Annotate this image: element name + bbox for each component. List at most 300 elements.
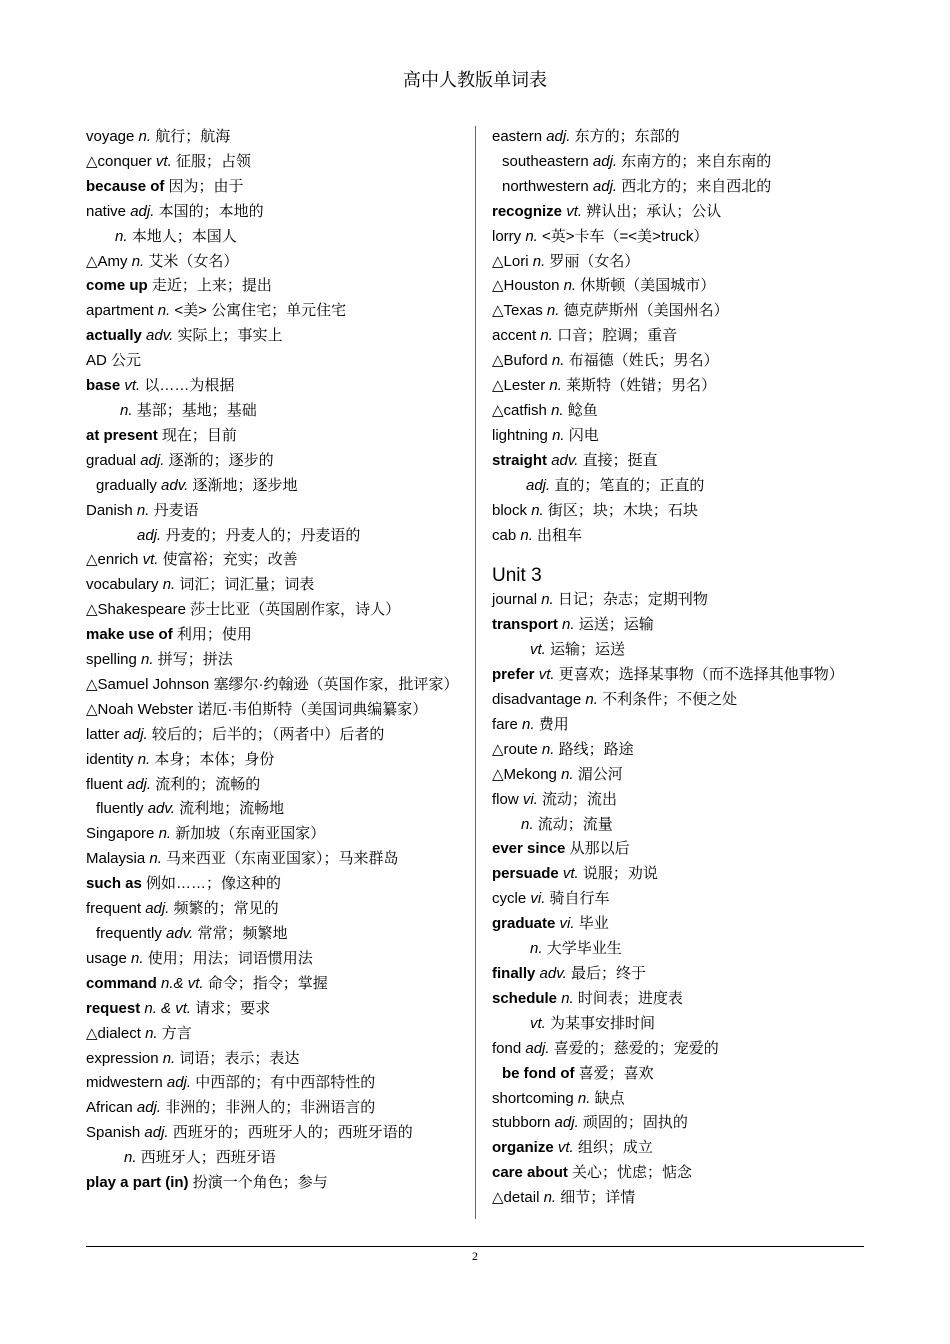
definition: 关心；忧虑；惦念 xyxy=(572,1164,693,1182)
vocab-word: block xyxy=(492,501,528,519)
vocab-word: African xyxy=(86,1099,133,1117)
vocab-word: transport xyxy=(492,616,558,634)
vocab-entry xyxy=(492,225,872,250)
vocab-word: gradual xyxy=(86,451,137,469)
definition: 布福德（姓氏；男名） xyxy=(568,352,719,370)
vocab-entry xyxy=(492,399,872,424)
part-of-speech: adj. xyxy=(526,476,551,494)
vocab-word: Spanish xyxy=(86,1124,141,1142)
vocab-entry xyxy=(86,374,461,399)
vocab-entry xyxy=(492,524,872,549)
part-of-speech: n. xyxy=(551,352,565,370)
vocab-entry xyxy=(86,424,461,449)
part-of-speech: vt. xyxy=(142,551,159,569)
part-of-speech: n. xyxy=(124,1149,137,1167)
vocab-entry xyxy=(86,847,461,872)
vocab-entry xyxy=(86,922,461,947)
definition: <英>卡车（=<美>truck） xyxy=(542,227,709,245)
definition: 组织；成立 xyxy=(577,1139,653,1157)
vocab-entry xyxy=(86,972,461,997)
part-of-speech: n. xyxy=(162,1049,176,1067)
definition: 路线；路途 xyxy=(558,740,634,758)
vocab-entry xyxy=(492,175,872,200)
part-of-speech: adj. xyxy=(525,1039,550,1057)
part-of-speech: adj. xyxy=(592,177,618,195)
part-of-speech: n. xyxy=(549,377,562,395)
vocab-entry xyxy=(492,349,872,374)
vocab-word: prefer xyxy=(492,666,535,684)
definition: 逐渐地；逐步地 xyxy=(192,476,298,494)
vocab-entry xyxy=(492,250,872,275)
vocab-word: organize xyxy=(492,1139,554,1157)
vocab-word: apartment xyxy=(86,302,154,320)
definition: 丹麦的；丹麦人的；丹麦语的 xyxy=(165,526,361,544)
vocab-word: usage xyxy=(86,949,127,967)
definition: 缺点 xyxy=(594,1089,625,1107)
part-of-speech: n. xyxy=(157,302,171,320)
vocab-entry xyxy=(492,937,872,962)
vocab-entry xyxy=(86,324,461,349)
definition: 东方的；东部的 xyxy=(574,128,680,145)
vocab-entry xyxy=(492,324,872,349)
vocab-entry xyxy=(86,449,461,474)
vocab-word: accent xyxy=(492,327,537,345)
part-of-speech: vt. xyxy=(155,152,172,170)
vocab-word: AD xyxy=(86,352,107,370)
part-of-speech: adj. xyxy=(166,1074,192,1092)
vocab-word: voyage xyxy=(86,128,135,145)
part-of-speech: vt. xyxy=(530,641,546,659)
definition: 塞缪尔·约翰逊（英国作家，批评家） xyxy=(213,675,459,693)
definition: 逐渐的；逐步的 xyxy=(168,451,274,469)
part-of-speech: n. xyxy=(585,691,598,709)
vocab-word: journal xyxy=(492,591,538,609)
vocab-word: make use of xyxy=(86,626,173,644)
vocab-word: vocabulary xyxy=(86,576,159,594)
vocab-entry xyxy=(492,200,872,225)
vocab-word: come up xyxy=(86,277,148,295)
vocab-word: command xyxy=(86,974,157,992)
vocab-word: fond xyxy=(492,1039,522,1057)
vocab-entry xyxy=(492,1062,872,1087)
definition: 从那以后 xyxy=(569,840,630,858)
vocab-entry xyxy=(86,822,461,847)
definition: 以……为根据 xyxy=(144,377,235,395)
part-of-speech: vt. xyxy=(562,865,579,883)
vocab-word: eastern xyxy=(492,128,543,145)
definition: 扮演一个角色；参与 xyxy=(192,1174,328,1192)
definition: 费用 xyxy=(538,715,569,733)
definition: 本地人；本国人 xyxy=(131,227,237,245)
vocab-word: frequently xyxy=(96,925,162,942)
part-of-speech: adv. xyxy=(147,800,175,818)
definition: 公元 xyxy=(111,352,142,370)
part-of-speech: n. xyxy=(141,651,154,669)
part-of-speech: n. xyxy=(543,1189,557,1207)
definition: 现在；目前 xyxy=(161,426,237,444)
definition: 德克萨斯州（美国州名） xyxy=(563,302,729,320)
part-of-speech: n. xyxy=(541,591,554,609)
part-of-speech: adj. xyxy=(126,775,152,793)
part-of-speech: adj. xyxy=(137,526,162,544)
vocab-entry xyxy=(492,1111,872,1136)
vocab-entry xyxy=(492,862,872,887)
definition: 运送；运输 xyxy=(578,616,654,634)
part-of-speech: n. xyxy=(540,327,553,345)
part-of-speech: adj. xyxy=(546,128,571,145)
vocab-entry xyxy=(86,673,461,698)
vocab-entry xyxy=(492,887,872,912)
definition: 直接；挺直 xyxy=(582,451,658,469)
vocab-word: △conquer xyxy=(86,152,152,170)
vocab-word: latter xyxy=(86,725,120,743)
vocab-word: care about xyxy=(492,1164,568,1182)
definition: 流动；流量 xyxy=(537,815,613,833)
vocab-entry xyxy=(86,947,461,972)
part-of-speech: adj. xyxy=(145,900,170,918)
vocab-entry xyxy=(492,837,872,862)
part-of-speech: n. xyxy=(136,501,150,519)
definition: 西班牙人；西班牙语 xyxy=(140,1149,276,1167)
vocab-entry xyxy=(492,1012,872,1037)
definition: 顽固的；固执的 xyxy=(582,1114,688,1132)
vocab-entry xyxy=(492,763,872,788)
part-of-speech: n. xyxy=(138,128,152,145)
vocab-entry xyxy=(492,738,872,763)
definition: 常常；频繁地 xyxy=(197,925,288,942)
definition: 利用；使用 xyxy=(176,626,252,644)
vocab-entry xyxy=(86,872,461,897)
definition: 基部；基地；基础 xyxy=(136,401,257,419)
part-of-speech: adj. xyxy=(123,725,148,743)
vocab-word: finally xyxy=(492,965,536,982)
vocab-entry xyxy=(86,349,461,374)
definition: 词语；表示；表达 xyxy=(179,1049,300,1067)
definition: 喜爱的；慈爱的；宠爱的 xyxy=(553,1039,719,1057)
definition: 航行；航海 xyxy=(155,128,231,145)
definition: 丹麦语 xyxy=(153,501,199,519)
vocab-entry xyxy=(86,623,461,648)
part-of-speech: vi. xyxy=(559,915,575,933)
part-of-speech: n. xyxy=(552,426,565,444)
vocab-word: △Houston xyxy=(492,277,560,295)
part-of-speech: vi. xyxy=(522,790,538,808)
definition: 西班牙的；西班牙人的；西班牙语的 xyxy=(172,1124,413,1142)
vocab-entry xyxy=(86,474,461,499)
definition: 马来西亚（东南亚国家）；马来群岛 xyxy=(166,850,399,868)
part-of-speech: n. xyxy=(158,825,172,843)
part-of-speech: n. xyxy=(561,989,574,1007)
part-of-speech: n.& vt. xyxy=(161,974,204,992)
definition: 诺厄·韦伯斯特（美国词典编纂家） xyxy=(197,700,428,718)
definition: 说服；劝说 xyxy=(582,865,658,883)
vocab-entry xyxy=(86,648,461,673)
vocab-word: flow xyxy=(492,790,519,808)
part-of-speech: adv. xyxy=(146,327,174,345)
definition: 湄公河 xyxy=(577,765,623,783)
vocab-word: lightning xyxy=(492,426,548,444)
definition: 命令；指令；掌握 xyxy=(207,974,328,992)
vocab-entry xyxy=(86,225,461,250)
vocab-entry xyxy=(492,962,872,987)
definition: 使用；用法；词语惯用法 xyxy=(147,949,313,967)
part-of-speech: n. xyxy=(162,576,176,594)
part-of-speech: adj. xyxy=(554,1114,579,1132)
vocab-word: △Shakespeare xyxy=(86,601,186,619)
vocab-word: cab xyxy=(492,526,517,544)
part-of-speech: vt. xyxy=(566,202,583,220)
vocab-entry xyxy=(492,374,872,399)
definition: 本国的；本地的 xyxy=(158,202,264,220)
vocab-word: △Samuel Johnson xyxy=(86,675,210,693)
unit2-entries xyxy=(492,125,872,548)
vocab-word: ever since xyxy=(492,840,566,858)
definition: 时间表；进度表 xyxy=(577,989,683,1007)
vocab-word: northwestern xyxy=(502,177,589,195)
vocab-word: actually xyxy=(86,327,142,345)
part-of-speech: adj. xyxy=(136,1099,162,1117)
part-of-speech: n. xyxy=(521,815,534,833)
vocab-entry xyxy=(86,1146,461,1171)
vocab-word: gradually xyxy=(96,476,157,494)
vocab-word: △Texas xyxy=(492,302,543,320)
definition: 骑自行车 xyxy=(549,890,610,908)
part-of-speech: adj. xyxy=(130,202,155,220)
definition: 莎士比亚（英国剧作家，诗人） xyxy=(190,601,401,619)
part-of-speech: n. xyxy=(520,526,533,544)
definition: 运输；运送 xyxy=(550,641,626,659)
definition: 使富裕；充实；改善 xyxy=(162,551,298,569)
vocab-word: Danish xyxy=(86,501,133,519)
vocab-word: request xyxy=(86,999,141,1017)
definition: 西北方的；来自西北的 xyxy=(621,177,772,195)
definition: 罗丽（女名） xyxy=(549,252,640,270)
definition: 新加坡（东南亚国家） xyxy=(175,825,326,843)
vocab-entry xyxy=(86,723,461,748)
part-of-speech: n. xyxy=(525,227,538,245)
part-of-speech: adj. xyxy=(592,152,618,170)
definition: 较后的；后半的；（两者中）后者的 xyxy=(151,725,385,743)
definition: 毕业 xyxy=(578,915,609,933)
vocab-word: △route xyxy=(492,740,538,758)
vocab-entry xyxy=(492,1136,872,1161)
part-of-speech: n. xyxy=(120,401,133,419)
definition: 街区；块；木块；石块 xyxy=(547,501,698,519)
vocab-word: stubborn xyxy=(492,1114,551,1132)
right-column xyxy=(492,125,872,1211)
definition: 鲶鱼 xyxy=(567,401,598,419)
part-of-speech: n. xyxy=(530,940,543,958)
vocab-word: disadvantage xyxy=(492,691,582,709)
definition: <美> 公寓住宅；单元住宅 xyxy=(174,302,347,320)
vocab-word: southeastern xyxy=(502,152,589,170)
vocab-word: graduate xyxy=(492,915,556,933)
vocab-word: △catfish xyxy=(492,401,547,419)
definition: 莱斯特（姓错；男名） xyxy=(566,377,717,395)
vocab-word: lorry xyxy=(492,227,522,245)
definition: 辨认出；承认；公认 xyxy=(586,202,722,220)
vocab-entry xyxy=(86,1047,461,1072)
vocab-entry xyxy=(86,598,461,623)
page-number: 2 xyxy=(472,1249,478,1263)
vocab-entry xyxy=(492,150,872,175)
definition: 请求；要求 xyxy=(195,999,271,1017)
part-of-speech: n. xyxy=(532,252,546,270)
vocab-word: Singapore xyxy=(86,825,155,843)
vocab-word: midwestern xyxy=(86,1074,163,1092)
vocab-word: fare xyxy=(492,715,518,733)
part-of-speech: vt. xyxy=(538,666,555,684)
definition: 直的；笔直的；正直的 xyxy=(554,476,705,494)
part-of-speech: n. xyxy=(563,277,577,295)
vocab-entry xyxy=(86,125,461,150)
definition: 流利的；流畅的 xyxy=(155,775,261,793)
vocab-entry xyxy=(86,773,461,798)
definition: 出租车 xyxy=(537,526,583,544)
definition: 实际上；事实上 xyxy=(177,327,283,345)
vocab-entry xyxy=(86,299,461,324)
vocab-word: expression xyxy=(86,1049,159,1067)
part-of-speech: n. xyxy=(562,616,575,634)
definition: 东南方的；来自东南的 xyxy=(621,152,772,170)
part-of-speech: n. & vt. xyxy=(144,999,192,1017)
vocab-entry xyxy=(492,688,872,713)
vocab-word: spelling xyxy=(86,651,137,669)
vocab-entry xyxy=(492,125,872,150)
vocab-word: such as xyxy=(86,875,142,893)
part-of-speech: n. xyxy=(145,1024,158,1042)
part-of-speech: adv. xyxy=(539,965,567,982)
vocab-entry xyxy=(492,499,872,524)
definition: 本身；本体；身份 xyxy=(154,750,275,768)
vocab-word: △Lester xyxy=(492,377,546,395)
vocab-entry xyxy=(86,698,461,723)
part-of-speech: n. xyxy=(541,740,555,758)
column-divider xyxy=(475,126,476,1219)
part-of-speech: n. xyxy=(551,401,564,419)
part-of-speech: vi. xyxy=(530,890,546,908)
vocab-entry xyxy=(86,200,461,225)
vocab-entry xyxy=(492,474,872,499)
part-of-speech: n. xyxy=(522,715,535,733)
definition: 流动；流出 xyxy=(542,790,618,808)
vocab-entry xyxy=(86,250,461,275)
vocab-entry xyxy=(492,424,872,449)
vocab-word: base xyxy=(86,377,121,395)
vocab-word: △enrich xyxy=(86,551,139,569)
vocab-entry xyxy=(492,613,872,638)
definition: 艾米（女名） xyxy=(148,252,239,270)
vocab-entry xyxy=(492,1161,872,1186)
part-of-speech: n. xyxy=(561,765,574,783)
definition: 频繁的；常见的 xyxy=(173,900,279,918)
vocab-entry xyxy=(492,788,872,813)
vocab-entry xyxy=(492,638,872,663)
vocab-word: Malaysia xyxy=(86,850,146,868)
vocab-word: play a part (in) xyxy=(86,1174,189,1192)
part-of-speech: n. xyxy=(131,949,144,967)
vocab-entry xyxy=(86,524,461,549)
vocab-entry xyxy=(86,797,461,822)
vocab-word: at present xyxy=(86,426,158,444)
definition: 大学毕业生 xyxy=(546,940,622,958)
part-of-speech: vt. xyxy=(124,377,141,395)
definition: 词汇；词汇量；词表 xyxy=(179,576,315,594)
definition: 征服；占领 xyxy=(175,152,251,170)
vocab-word: fluent xyxy=(86,775,123,793)
vocab-entry xyxy=(492,1087,872,1112)
vocab-entry xyxy=(492,987,872,1012)
vocab-entry xyxy=(86,997,461,1022)
vocab-entry xyxy=(492,713,872,738)
part-of-speech: vt. xyxy=(557,1139,574,1157)
part-of-speech: n. xyxy=(149,850,162,868)
definition: 休斯顿（美国城市） xyxy=(580,277,716,295)
definition: 中西部的；有中西部特性的 xyxy=(195,1074,376,1092)
vocab-word: △dialect xyxy=(86,1024,141,1042)
left-column xyxy=(86,125,461,1196)
unit-heading: Unit 3 xyxy=(492,565,542,587)
definition: 口音；腔调；重音 xyxy=(557,327,678,345)
vocab-entry xyxy=(492,588,872,613)
vocab-entry xyxy=(492,813,872,838)
vocab-entry xyxy=(492,1186,872,1211)
definition: 不利条件；不便之处 xyxy=(602,691,738,709)
part-of-speech: n. xyxy=(531,501,544,519)
vocab-entry xyxy=(492,299,872,324)
part-of-speech: vt. xyxy=(530,1014,546,1032)
vocab-entry xyxy=(86,548,461,573)
vocab-entry xyxy=(492,274,872,299)
part-of-speech: n. xyxy=(115,227,128,245)
vocab-entry xyxy=(86,175,461,200)
vocab-word: be fond of xyxy=(502,1064,575,1082)
vocab-entry xyxy=(86,1022,461,1047)
part-of-speech: n. xyxy=(577,1089,591,1107)
vocab-word: cycle xyxy=(492,890,527,908)
vocab-word: straight xyxy=(492,451,548,469)
definition: 走近；上来；提出 xyxy=(151,277,272,295)
vocab-word: shortcoming xyxy=(492,1089,574,1107)
part-of-speech: adv. xyxy=(166,925,194,942)
part-of-speech: n. xyxy=(131,252,145,270)
vocab-entry xyxy=(492,912,872,937)
definition: 细节；详情 xyxy=(560,1189,636,1207)
part-of-speech: adv. xyxy=(161,476,189,494)
vocab-entry xyxy=(86,573,461,598)
vocab-entry xyxy=(492,449,872,474)
definition: 喜爱；喜欢 xyxy=(578,1064,654,1082)
part-of-speech: adj. xyxy=(144,1124,169,1142)
part-of-speech: adv. xyxy=(551,451,579,469)
part-of-speech: n. xyxy=(546,302,560,320)
vocab-word: △Lori xyxy=(492,252,529,270)
vocab-entry xyxy=(86,1171,461,1196)
unit3-entries xyxy=(492,588,872,1211)
vocab-entry xyxy=(86,499,461,524)
definition: 因为；由于 xyxy=(168,177,244,195)
definition: 日记；杂志；定期刊物 xyxy=(557,591,708,609)
vocab-word: recognize xyxy=(492,202,563,220)
part-of-speech: n. xyxy=(137,750,151,768)
vocab-entry xyxy=(492,1037,872,1062)
vocab-entry xyxy=(86,274,461,299)
vocab-word: native xyxy=(86,202,127,220)
vocab-entry xyxy=(86,1096,461,1121)
vocab-entry xyxy=(86,1121,461,1146)
vocab-entry xyxy=(86,748,461,773)
vocab-entry xyxy=(86,150,461,175)
